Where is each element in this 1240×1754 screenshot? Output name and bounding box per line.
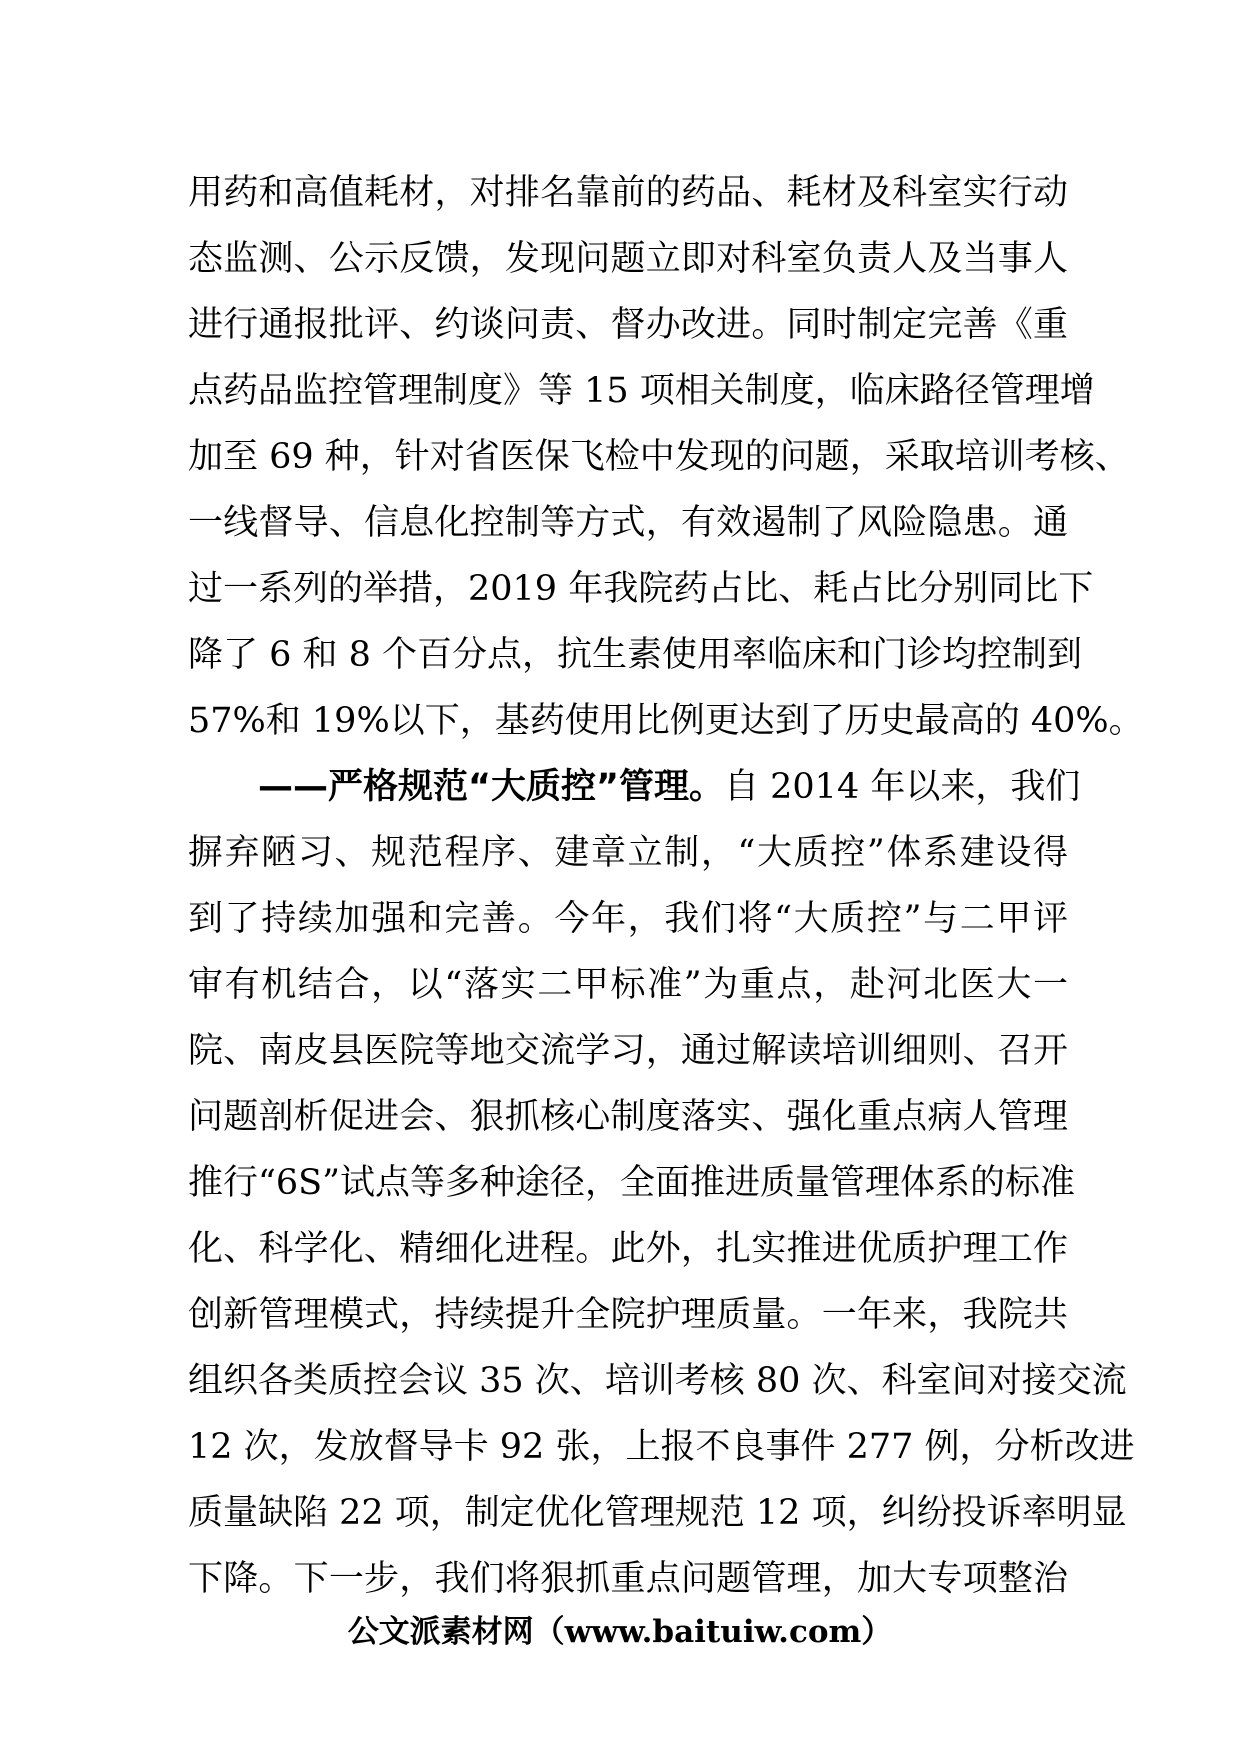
text-line: 创新管理模式，持续提升全院护理质量。一年来，我院共 [188,1295,1068,1335]
section-first-line [188,754,1081,820]
text-line: 质量缺陷 22 项，制定优化管理规范 12 项，纠纷投诉率明显 [188,1493,1127,1533]
text-line: 降了 6 和 8 个百分点，抗生素使用率临床和门诊均控制到 [188,635,1083,675]
text-line: 到了持续加强和完善。今年，我们将“大质控”与二甲评 [188,899,1068,939]
body-text [188,160,1144,1612]
section-heading: ——严格规范“大质控”管理。 [258,767,725,807]
text-line: 一线督导、信息化控制等方式，有效遏制了风险隐患。通 [188,503,1068,543]
text-line: 点药品监控管理制度》等 15 项相关制度，临床路径管理增 [188,371,1095,411]
text-line: 下降。下一步，我们将狠抓重点问题管理，加大专项整治 [188,1559,1068,1599]
footer-watermark: 公文派素材网（www.baituiw.com） [347,1614,893,1650]
text-line: 组织各类质控会议 35 次、培训考核 80 次、科室间对接交流 [188,1361,1127,1401]
text-line: 摒弃陋习、规范程序、建章立制，“大质控”体系建设得 [188,833,1068,873]
text-line: 用药和高值耗材，对排名靠前的药品、耗材及科室实行动 [188,173,1068,213]
text-line: 院、南皮县医院等地交流学习，通过解读培训细则、召开 [188,1031,1068,1071]
text-line: 12 次，发放督导卡 92 张，上报不良事件 277 例，分析改进 [188,1427,1135,1467]
text-line: 加至 69 种，针对省医保飞检中发现的问题，采取培训考核、 [188,437,1130,477]
text-line: 化、科学化、精细化进程。此外，扎实推进优质护理工作 [188,1229,1068,1269]
text-line: 进行通报批评、约谈问责、督办改进。同时制定完善《重 [188,305,1068,345]
text-line: 审有机结合，以“落实二甲标准”为重点，赴河北医大一 [188,965,1068,1005]
text-line: 过一系列的举措，2019 年我院药占比、耗占比分别同比下 [188,569,1094,609]
section-first-line-rest: 自 2014 年以来，我们 [724,767,1081,807]
text-line: 推行“6S”试点等多种途径，全面推进质量管理体系的标准 [188,1163,1076,1203]
text-line: 问题剖析促进会、狠抓核心制度落实、强化重点病人管理 [188,1097,1068,1137]
text-line: 57%和 19%以下，基药使用比例更达到了历史最高的 40%。 [188,701,1144,741]
text-line: 态监测、公示反馈，发现问题立即对科室负责人及当事人 [188,239,1068,279]
